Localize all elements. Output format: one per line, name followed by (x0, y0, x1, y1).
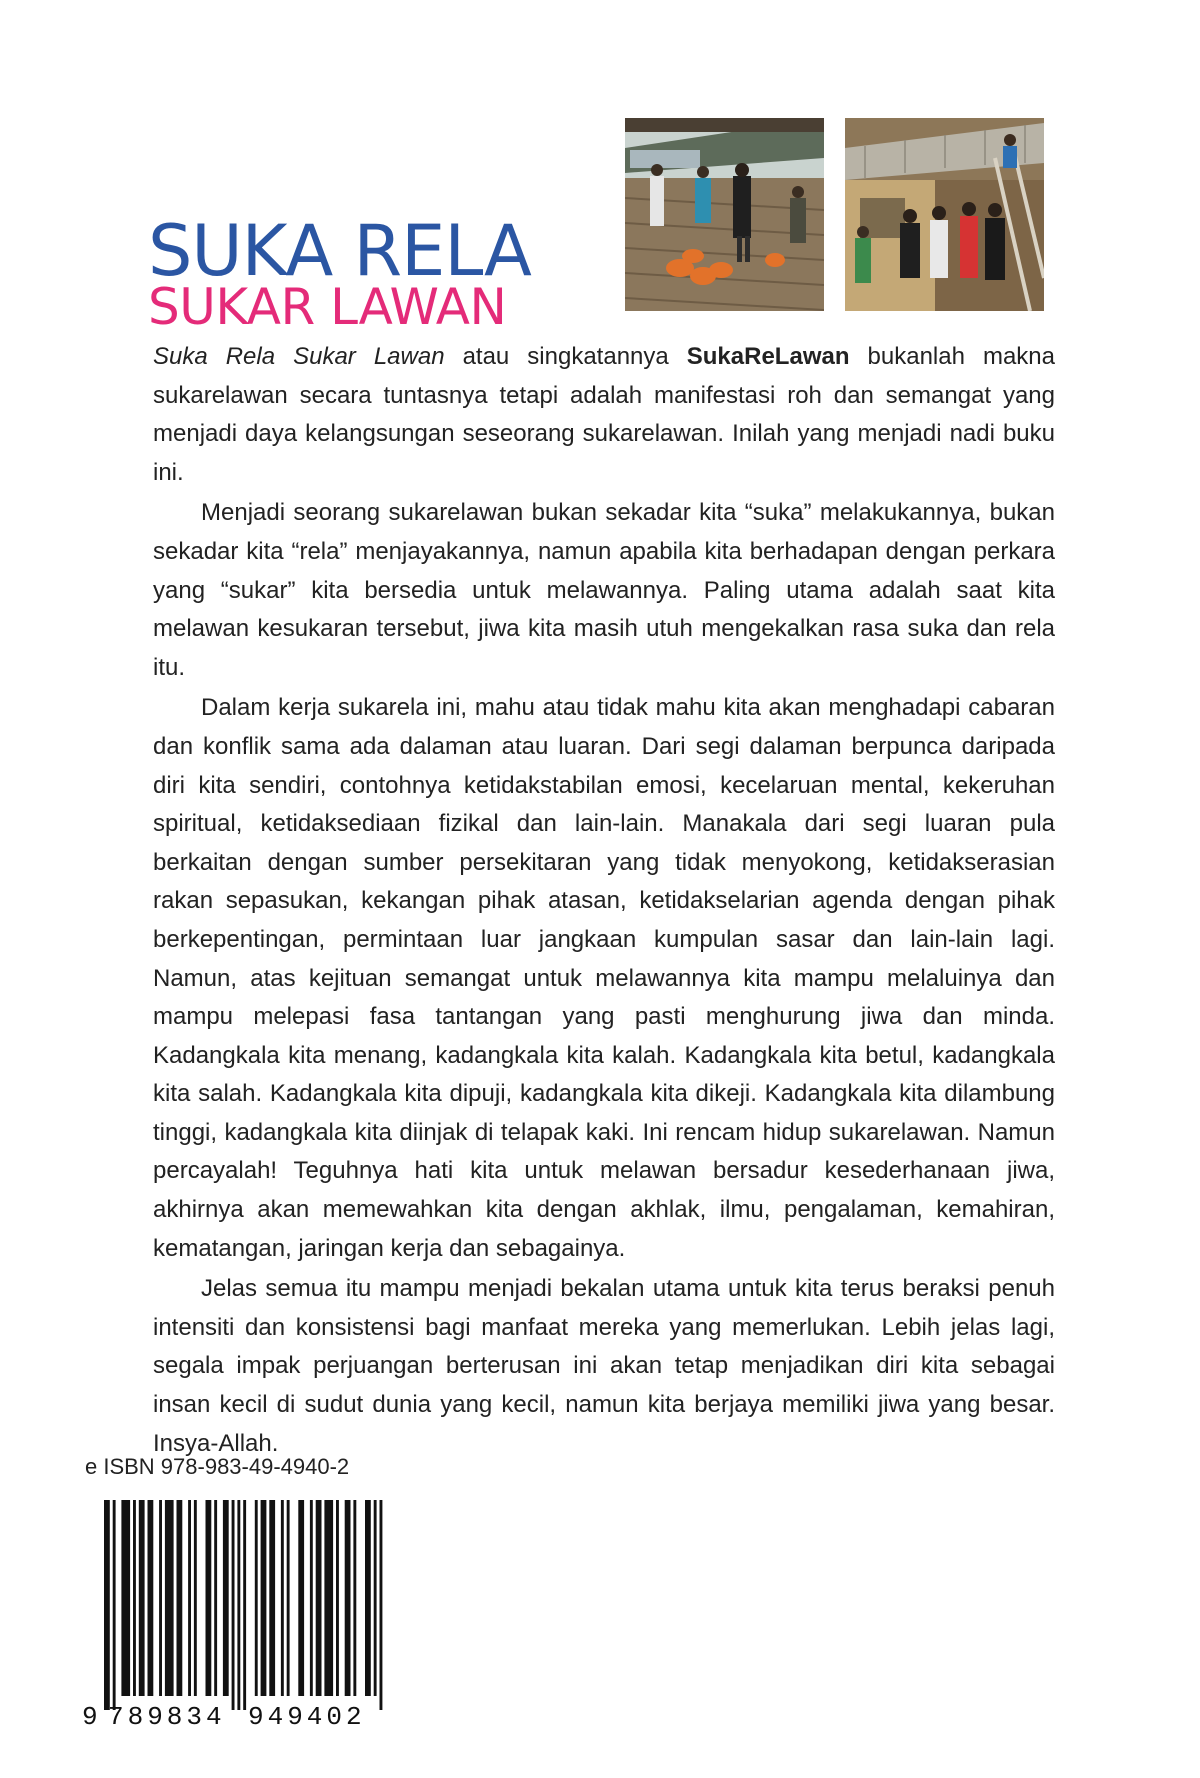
blurb-paragraph-3: Dalam kerja sukarela ini, mahu atau tidak mahu kita akan menghadapi cabaran dan konflik sama ada dalaman atau luaran. Dari segi dalaman berpunca daripada diri kita sendiri, contohnya ketidakstabilan emosi, kecelaruan mental, kekeruhan spiritual, ketidaksediaan fizikal dan lain-lain. Manakala dari segi luaran pula berkaitan dengan sumber persekitaran yang tidak menyokong, ketidakserasian rakan sepasukan, kekangan pihak atasan, ketidakselarian agenda dengan pihak berkepentingan, permintaan luar jangkaan kumpulan sasar dan lain-lain lagi. Namun, atas kejituan semangat untuk melawannya kita mampu melaluinya dan mampu melepasi fasa tantangan yang pasti menghurung jiwa dan minda. Kadangkala kita menang, kadangkala kita kalah. Kadangkala kita betul, kadangkala kita salah. Kadangkala kita dipuji, kadangkala kita dikeji. Kadangkala kita dilambung tinggi, kadangkala kita diinjak di telapak kaki. Ini rencam hidup sukarelawan. Namun percayalah! Teguhnya hati kita untuk melawan bersadur kesederhanaan jiwa, akhirnya akan memewahkan kita dengan akhlak, ilmu, pengalaman, kemahiran, kematangan, jaringan kerja dan sebagainya. (153, 694, 1055, 1262)
barcode-bar (255, 1500, 258, 1696)
barcode-bar (194, 1500, 197, 1696)
barcode-bar (133, 1500, 136, 1696)
blurb-p1-part-b: bukanlah makna sukarelawan secara tuntasnya tetapi adalah manifestasi roh dan semangat yang menjadi daya kelangsungan seseorang sukarelawan. Inilah yang menjadi nadi buku ini. (153, 343, 1055, 486)
back-cover-blurb (153, 338, 1055, 1463)
barcode-bar (353, 1500, 356, 1696)
blurb-paragraph-1 (153, 338, 1055, 492)
barcode-bar (310, 1500, 313, 1696)
barcode-bar (365, 1500, 371, 1696)
barcode-bar (281, 1500, 284, 1696)
photo-volunteers-house-repair (845, 118, 1044, 311)
barcode-digits-left: 789834 (108, 1702, 226, 1730)
title-line-1: SUKA RELA (148, 210, 531, 293)
barcode-bar (380, 1500, 383, 1710)
barcode-bar (188, 1500, 191, 1696)
title-line-2: SUKAR LAWAN (148, 278, 507, 337)
barcode-bar (269, 1500, 275, 1696)
barcode-digit-prefix: 9 (82, 1702, 98, 1730)
barcode-bar (139, 1500, 145, 1696)
isbn-label: e ISBN 978-983-49-4940-2 (85, 1454, 350, 1479)
barcode-bar (165, 1500, 174, 1696)
barcode-bar (237, 1500, 240, 1710)
book-title (148, 210, 618, 337)
blurb-italic-title: Suka Rela Sukar Lawan (153, 343, 445, 370)
barcode-bar (345, 1500, 351, 1696)
barcode-bar (298, 1500, 304, 1696)
barcode-bar (316, 1500, 322, 1696)
barcode-bar (148, 1500, 154, 1696)
blurb-paragraph-4: Jelas semua itu mampu menjadi bekalan utama untuk kita terus beraksi penuh intensiti dan konsistensi bagi manfaat mereka yang memerlukan. Lebih jelas lagi, segala impak perjuangan berterusan ini akan tetap menjadikan diri kita sebagai insan kecil di sudut dunia yang kecil, namun kita berjaya memiliki jiwa yang besar. Insya-Allah. (153, 1275, 1055, 1457)
barcode-bar (159, 1500, 162, 1696)
barcode-bar (243, 1500, 246, 1710)
barcode-bar (223, 1500, 229, 1696)
blurb-paragraph-2: Menjadi seorang sukarelawan bukan sekadar kita “suka” melakukannya, bukan sekadar kita “rela” menjayakannya, namun apabila kita berhadapan dengan perkara yang “sukar” kita bersedia untuk melawannya. Paling utama adalah saat kita melawan kesukaran tersebut, jiwa kita masih utuh mengekalkan rasa suka dan rela itu. (153, 499, 1055, 681)
barcode-bar (324, 1500, 333, 1696)
barcode-bar (214, 1500, 217, 1696)
barcode-bar (206, 1500, 212, 1696)
photo-volunteers-jetty (625, 118, 824, 311)
barcode-bar (121, 1500, 130, 1696)
isbn-barcode (82, 1500, 398, 1730)
barcode-bar (287, 1500, 290, 1696)
blurb-bold-term: SukaReLawan (686, 343, 850, 370)
barcode-bar (113, 1500, 116, 1710)
barcode-bar (232, 1500, 235, 1710)
barcode-digits-right: 949402 (248, 1702, 366, 1730)
barcode-bar (261, 1500, 267, 1696)
barcode-bars (104, 1500, 382, 1710)
barcode-bar (336, 1500, 339, 1696)
barcode-bar (104, 1500, 110, 1710)
barcode-bar (374, 1500, 377, 1696)
blurb-p1-part-a: atau singkatannya (444, 343, 687, 370)
barcode-bar (177, 1500, 183, 1696)
